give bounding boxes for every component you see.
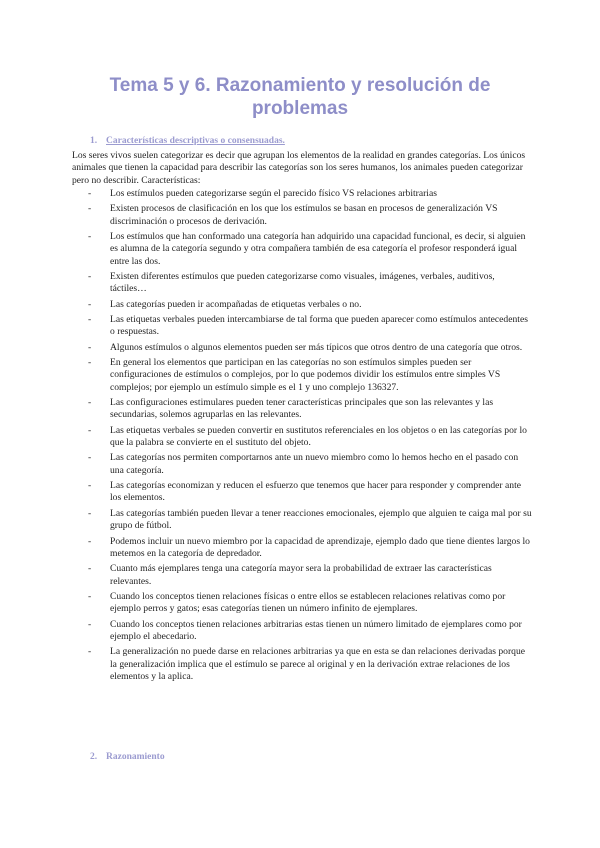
list-item: - Las categorías pueden ir acompañadas de etiquetas verbales o no. [72, 299, 532, 311]
list-item: - Las configuraciones estimulares pueden tener características principales que son las relevantes y las secundarias, solemos agruparlas en las relevantes. [72, 397, 532, 422]
list-item: - La generalización no puede darse en relaciones arbitrarias ya que en esta se dan relaciones derivadas porque la generalización implica que el estímulo se parece al original y en la derivación extrae relaciones de los elementos y la aplica. [72, 646, 532, 683]
list-item: - Podemos incluir un nuevo miembro por la capacidad de aprendizaje, ejemplo dado que tiene dientes largos lo metemos en la categoría de depredador. [72, 536, 532, 561]
list-item: - Los estímulos que han conformado una categoría han adquirido una capacidad funcional, es decir, si alguien es alumna de la categoría segundo y otra compañera también de esa categoría el profesor responderá igual entre las dos. [72, 231, 532, 268]
list-item: - Las etiquetas verbales pueden intercambiarse de tal forma que pueden aparecer como estímulos antecedentes o respuestas. [72, 314, 532, 339]
section-1-heading [90, 136, 285, 146]
list-item: - Las categorías economizan y reducen el esfuerzo que tenemos que hacer para responder y comprender ante los elementos. [72, 480, 532, 505]
page-title: Tema 5 y 6. Razonamiento y resolución de problemas [109, 75, 491, 119]
list-item: - Existen procesos de clasificación en los que los estímulos se basan en procesos de generalización VS discriminación o procesos de derivación. [72, 203, 532, 228]
section-1-title: Características descriptivas o consensuadas. [106, 136, 285, 146]
list-item: - Cuando los conceptos tienen relaciones físicas o entre ellos se establecen relaciones relativas como por ejemplo perros y gatos; esas categorías tienen un número infinito de ejemplares. [72, 591, 532, 616]
list-item: - En general los elementos que participan en las categorías no son estímulos simples pueden ser configuraciones de estímulos o complejos, por lo que podemos dividir los estímulos entre simples VS complejos; por ejemplo un estímulo simple es el 1 y uno complejo 136327. [72, 357, 532, 394]
section-1-body [72, 150, 532, 686]
section-1-number: 1. [90, 136, 98, 146]
list-item: - Los estímulos pueden categorizarse según el parecido físico VS relaciones arbitrarias [72, 188, 532, 200]
section-1-intro: Los seres vivos suelen categorizar es decir que agrupan los elementos de la realidad en grandes categorías. Los únicos animales que tienen la capacidad para describir las categorías son los seres humanos, los animales pueden categorizar pero no describir. Características: [72, 150, 526, 186]
section-2-title: Razonamiento [106, 752, 165, 762]
list-item: - Las etiquetas verbales se pueden convertir en sustitutos referenciales en los objetos o en las categorías por lo que la palabra se convierte en el sustituto del objeto. [72, 425, 532, 450]
list-item: - Cuanto más ejemplares tenga una categoría mayor sera la probabilidad de extraer las características relevantes. [72, 563, 532, 588]
section-2-number: 2. [90, 752, 98, 762]
list-item: - Las categorías nos permiten comportarnos ante un nuevo miembro como lo hemos hecho en el pasado con una categoría. [72, 452, 532, 477]
section-2-heading [90, 752, 165, 762]
list-item: - Cuando los conceptos tienen relaciones arbitrarias estas tienen un número limitado de ejemplares como por ejemplo el abecedario. [72, 619, 532, 644]
list-item: - Las categorías también pueden llevar a tener reacciones emocionales, ejemplo que alguien te caiga mal por su grupo de fútbol. [72, 508, 532, 533]
characteristics-list [72, 188, 532, 683]
list-item: - Existen diferentes estímulos que pueden categorizarse como visuales, imágenes, verbales, auditivos, táctiles… [72, 271, 532, 296]
list-item: - Algunos estímulos o algunos elementos pueden ser más típicos que otros dentro de una categoría que otros. [72, 342, 532, 354]
